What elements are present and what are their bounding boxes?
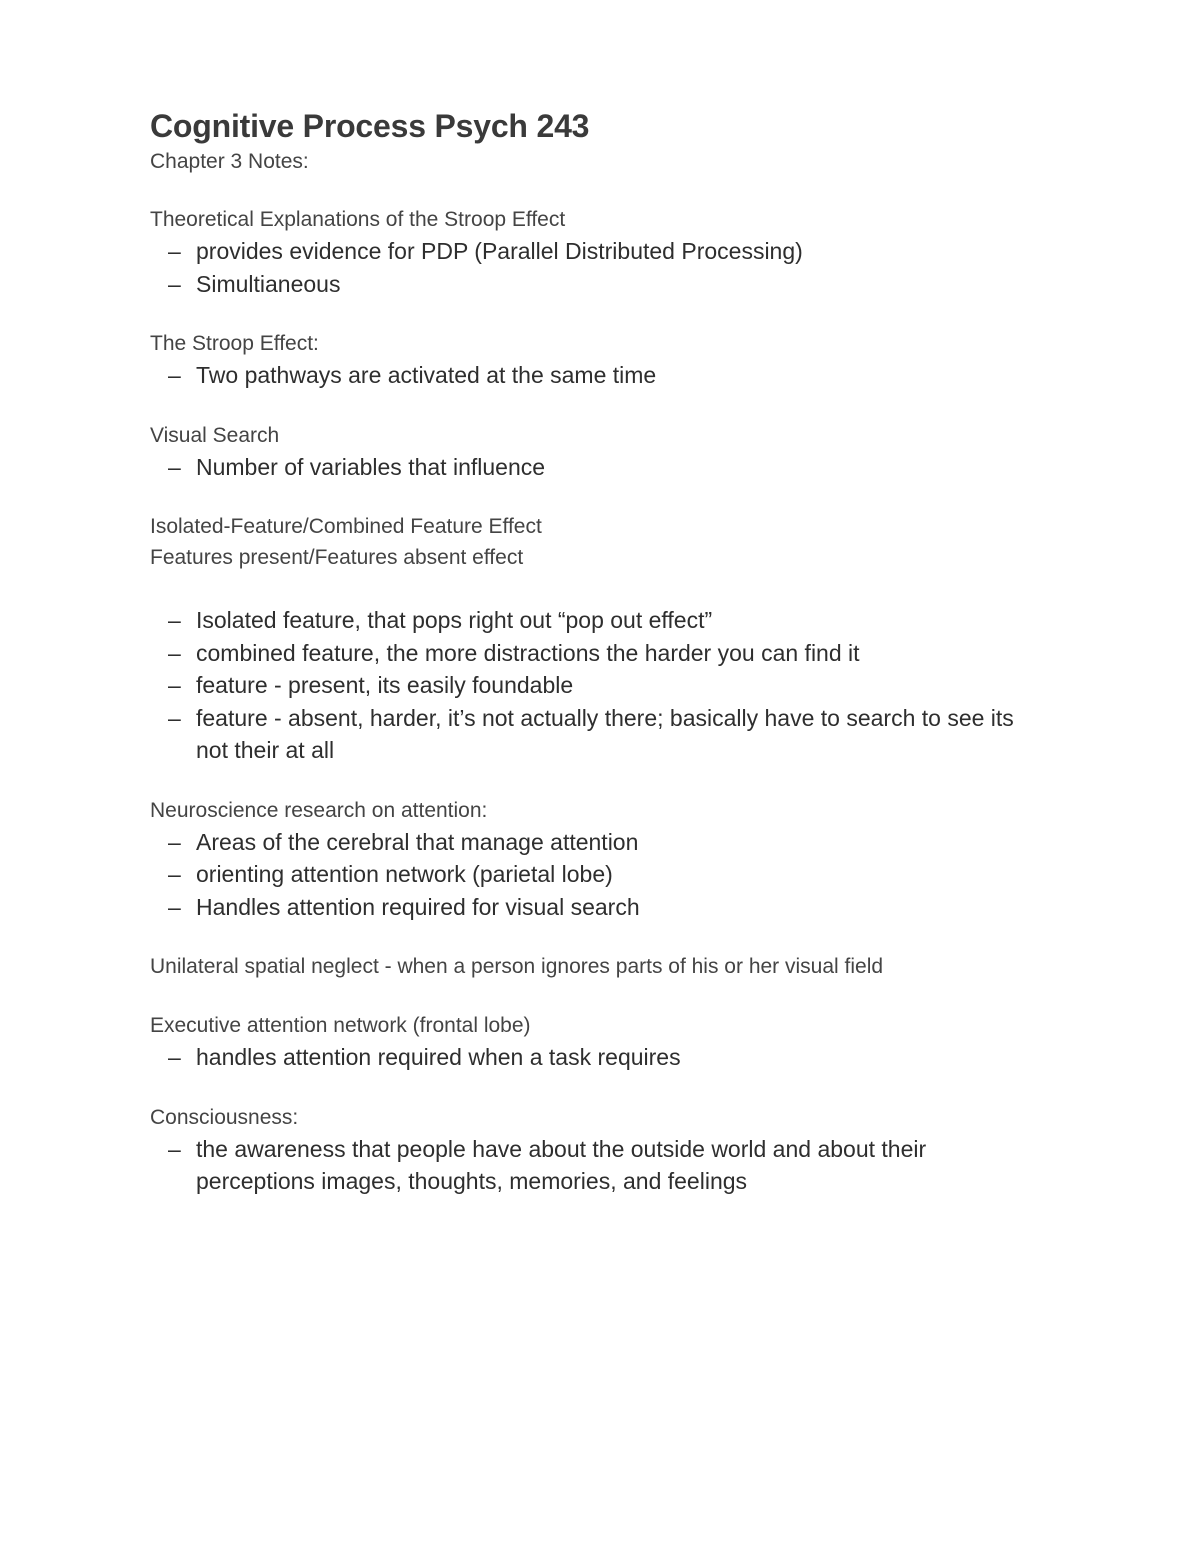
section-consciousness	[150, 1102, 1050, 1198]
list-item	[150, 669, 1050, 702]
dash-marker: –	[168, 362, 181, 388]
section-spatial-neglect	[150, 951, 1050, 982]
section-feature-effects	[150, 511, 1050, 767]
bullet-list	[150, 1133, 1050, 1198]
list-item-text: Two pathways are activated at the same time	[196, 362, 657, 388]
dash-marker: –	[168, 1044, 181, 1070]
dash-marker: –	[168, 453, 181, 480]
dash-marker: –	[168, 238, 181, 264]
list-item	[150, 702, 1050, 767]
list-item-text: handles attention required when a task requires	[196, 1044, 681, 1070]
list-item-text: Isolated feature, that pops right out “pop out effect”	[196, 607, 713, 633]
section-stroop-explanations	[150, 204, 1050, 300]
dash-marker: –	[168, 607, 181, 633]
document-page	[150, 106, 1050, 1226]
list-item	[150, 268, 1050, 301]
list-item	[150, 891, 1050, 924]
section-heading: Consciousness:	[150, 1105, 299, 1129]
dash-marker: –	[168, 639, 181, 666]
list-item	[150, 1041, 1050, 1074]
list-item	[150, 826, 1050, 859]
dash-marker: –	[168, 704, 181, 731]
section-heading: Unilateral spatial neglect - when a person ignores parts of his or her visual field	[150, 955, 884, 978]
list-item	[150, 1133, 1050, 1198]
list-item-text: Handles attention required for visual search	[196, 893, 640, 920]
list-item-text: Areas of the cerebral that manage attention	[196, 828, 639, 855]
bullet-list	[150, 451, 1050, 484]
dash-marker: –	[168, 1135, 181, 1162]
bullet-list	[150, 1041, 1050, 1074]
section-heading: Visual Search	[150, 423, 280, 447]
bullet-list	[150, 604, 1050, 767]
list-item	[150, 235, 1050, 268]
list-item	[150, 451, 1050, 484]
bullet-list	[150, 235, 1050, 300]
spacer	[150, 573, 1050, 604]
list-item	[150, 604, 1050, 637]
list-item	[150, 359, 1050, 392]
section-heading: Isolated-Feature/Combined Feature Effect	[150, 515, 542, 538]
dash-marker: –	[168, 672, 181, 698]
list-item-text: orienting attention network (parietal lobe)	[196, 861, 613, 887]
section-neuroscience-attention	[150, 795, 1050, 924]
dash-marker: –	[168, 893, 181, 920]
dash-marker: –	[168, 270, 181, 297]
dash-marker: –	[168, 861, 181, 887]
list-item-text: provides evidence for PDP (Parallel Distributed Processing)	[196, 238, 803, 264]
list-item	[150, 858, 1050, 891]
list-item-text: the awareness that people have about the outside world and about their perceptions images, thoughts, memories, and feelings	[196, 1135, 927, 1194]
list-item-text: feature - present, its easily foundable	[196, 672, 574, 698]
section-heading: Theoretical Explanations of the Stroop Effect	[150, 208, 566, 231]
section-heading: Neuroscience research on attention:	[150, 798, 488, 822]
dash-marker: –	[168, 828, 181, 855]
section-executive-attention	[150, 1010, 1050, 1074]
bullet-list	[150, 359, 1050, 392]
list-item-text: feature - absent, harder, it’s not actually there; basically have to search to see its not their at all	[196, 704, 1014, 763]
section-stroop-effect	[150, 328, 1050, 392]
page-subtitle: Chapter 3 Notes:	[150, 150, 309, 173]
list-item-text: combined feature, the more distractions the harder you can find it	[196, 639, 860, 666]
section-heading: Executive attention network (frontal lobe)	[150, 1014, 531, 1037]
page-title: Cognitive Process Psych 243	[150, 108, 590, 144]
list-item-text: Number of variables that influence	[196, 453, 546, 480]
section-visual-search	[150, 420, 1050, 484]
list-item-text: Simultianeous	[196, 270, 341, 297]
bullet-list	[150, 826, 1050, 924]
section-heading-secondary: Features present/Features absent effect	[150, 546, 524, 569]
section-heading: The Stroop Effect:	[150, 332, 319, 355]
list-item	[150, 637, 1050, 670]
